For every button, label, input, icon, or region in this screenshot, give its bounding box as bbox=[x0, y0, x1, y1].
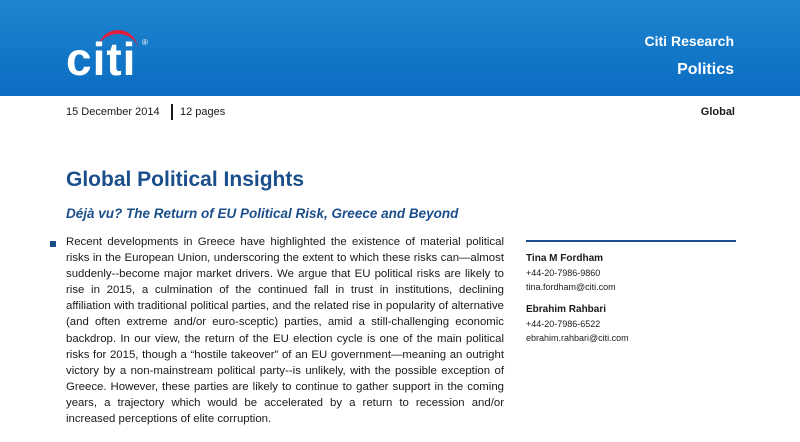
region-label: Global bbox=[700, 106, 735, 118]
research-label: Citi Research bbox=[644, 33, 734, 49]
author-name: Ebrahim Rahbari bbox=[526, 304, 607, 315]
report-title: Global Political Insights bbox=[66, 168, 305, 191]
author-phone: +44-20-7986-6522 bbox=[526, 319, 601, 329]
header-banner bbox=[0, 0, 800, 96]
author-email[interactable]: ebrahim.rahbari@citi.com bbox=[526, 333, 629, 343]
meta-row bbox=[66, 104, 735, 122]
author-divider bbox=[526, 240, 736, 242]
author-name: Tina M Fordham bbox=[526, 253, 604, 264]
meta-separator bbox=[171, 104, 173, 120]
registered-mark: ® bbox=[142, 38, 148, 47]
bullet-square-icon bbox=[50, 241, 56, 247]
author-phone: +44-20-7986-9860 bbox=[526, 268, 601, 278]
summary-paragraph: Recent developments in Greece have highlighted the existence of material political risks in the European Union, underscoring the extent to which these risks can—almost suddenly--become major market drivers. We argue that EU political risks are likely to rise in 2015, a culmination of the continued fall in trust in institutions, declining affiliation with traditional political parties, and the related rise in popularity of alternative (and often extreme and/or euro-sceptic) parties, amid a still-challenging economic backdrop. In our view, the return of the EU election cycle is one of the main political risks for 2015, though a “hostile takeover” of an EU government—meaning an outright victory by a non-mainstream political party--is unlikely, with the possible exception of Greece. However, these parties are likely to continue to gather support in the coming years, a trajectory which would be accelerated by a return to recession and/or increased perceptions of elite corruption. bbox=[66, 236, 504, 426]
report-date: 15 December 2014 bbox=[66, 106, 160, 118]
report-subtitle: Déjà vu? The Return of EU Political Risk, Greece and Beyond bbox=[66, 206, 459, 221]
author-block bbox=[526, 303, 629, 345]
author-block bbox=[526, 252, 616, 294]
page-count: 12 pages bbox=[180, 106, 226, 118]
citi-logo: citi bbox=[66, 33, 137, 85]
author-email[interactable]: tina.fordham@citi.com bbox=[526, 282, 616, 292]
section-label: Politics bbox=[677, 61, 734, 78]
